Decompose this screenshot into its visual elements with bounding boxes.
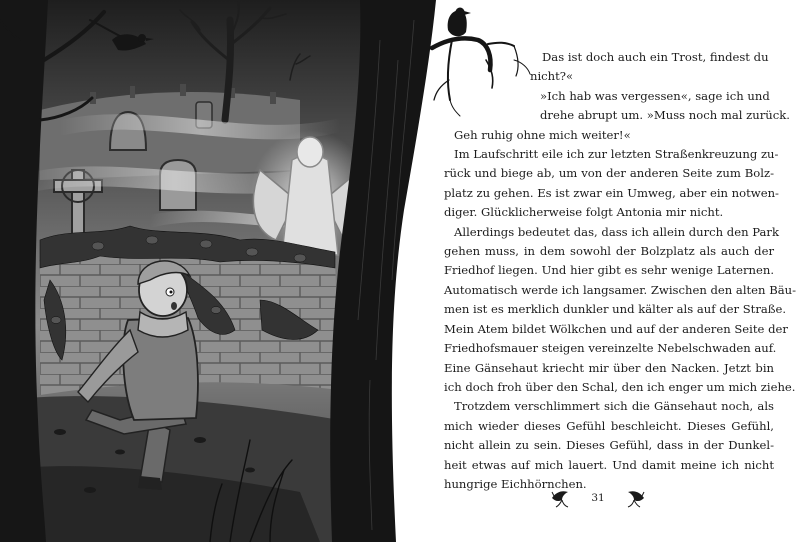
text-line: Eine Gänsehaut kriecht mir über den Nacken. Jetzt bin <box>444 360 774 375</box>
book-text-page <box>444 48 797 494</box>
text-line: Mein Atem bildet Wölkchen und auf der anderen Seite der <box>444 321 788 336</box>
text-line: hungrige Eichhörnchen. <box>444 476 587 491</box>
text-line: drehe abrupt um. »Muss noch mal zurück. <box>540 108 790 123</box>
text-line: Friedhofsmauer steigen vereinzelte Nebelschwaden auf. <box>444 341 777 356</box>
text-line: Trotzdem verschlimmert sich die Gänsehaut noch, als <box>454 399 774 414</box>
text-line: heit etwas auf mich lauert. Und damit meine ich nicht <box>444 457 774 472</box>
bird-ornament-icon <box>622 486 646 508</box>
text-line: Automatisch werde ich langsamer. Zwischen den alten Bäu- <box>444 282 797 297</box>
text-line: »Ich hab was vergessen«, sage ich und <box>540 88 770 103</box>
text-line: men ist es merklich dunkler und kälter als auf der Straße. <box>444 302 787 317</box>
text-line: nicht?« <box>530 69 574 84</box>
text-line: Geh ruhig ohne mich weiter!« <box>454 127 631 142</box>
text-line: Das ist doch auch ein Trost, findest du <box>542 50 769 64</box>
text-line: platz zu gehen. Es ist zwar ein Umweg, aber ein notwen- <box>444 185 779 200</box>
crow-icon <box>448 8 471 37</box>
text-line: diger. Glücklicherweise folgt Antonia mir nicht. <box>444 205 724 220</box>
text-line: rück und biege ab, um von der anderen Seite zum Bolz- <box>444 166 774 181</box>
text-line: nicht allein zu sein. Dieses Gefühl, dass in der Dunkel- <box>444 438 774 453</box>
text-line: Im Laufschritt eile ich zur letzten Straßenkreuzung zu- <box>454 147 779 162</box>
page-number: 31 <box>591 492 605 504</box>
text-line: mich wieder dieses Gefühl beschleicht. Dieses Gefühl, <box>444 418 774 433</box>
text-line: Friedhof liegen. Und hier gibt es sehr wenige Laternen. <box>444 263 774 278</box>
text-line: Allerdings bedeutet das, dass ich allein durch den Park <box>454 224 779 239</box>
text-line: ich doch froh über den Schal, den ich enger um mich ziehe. <box>444 379 796 394</box>
text-line: gehen muss, in dem sowohl der Bolzplatz als auch der <box>444 244 774 259</box>
